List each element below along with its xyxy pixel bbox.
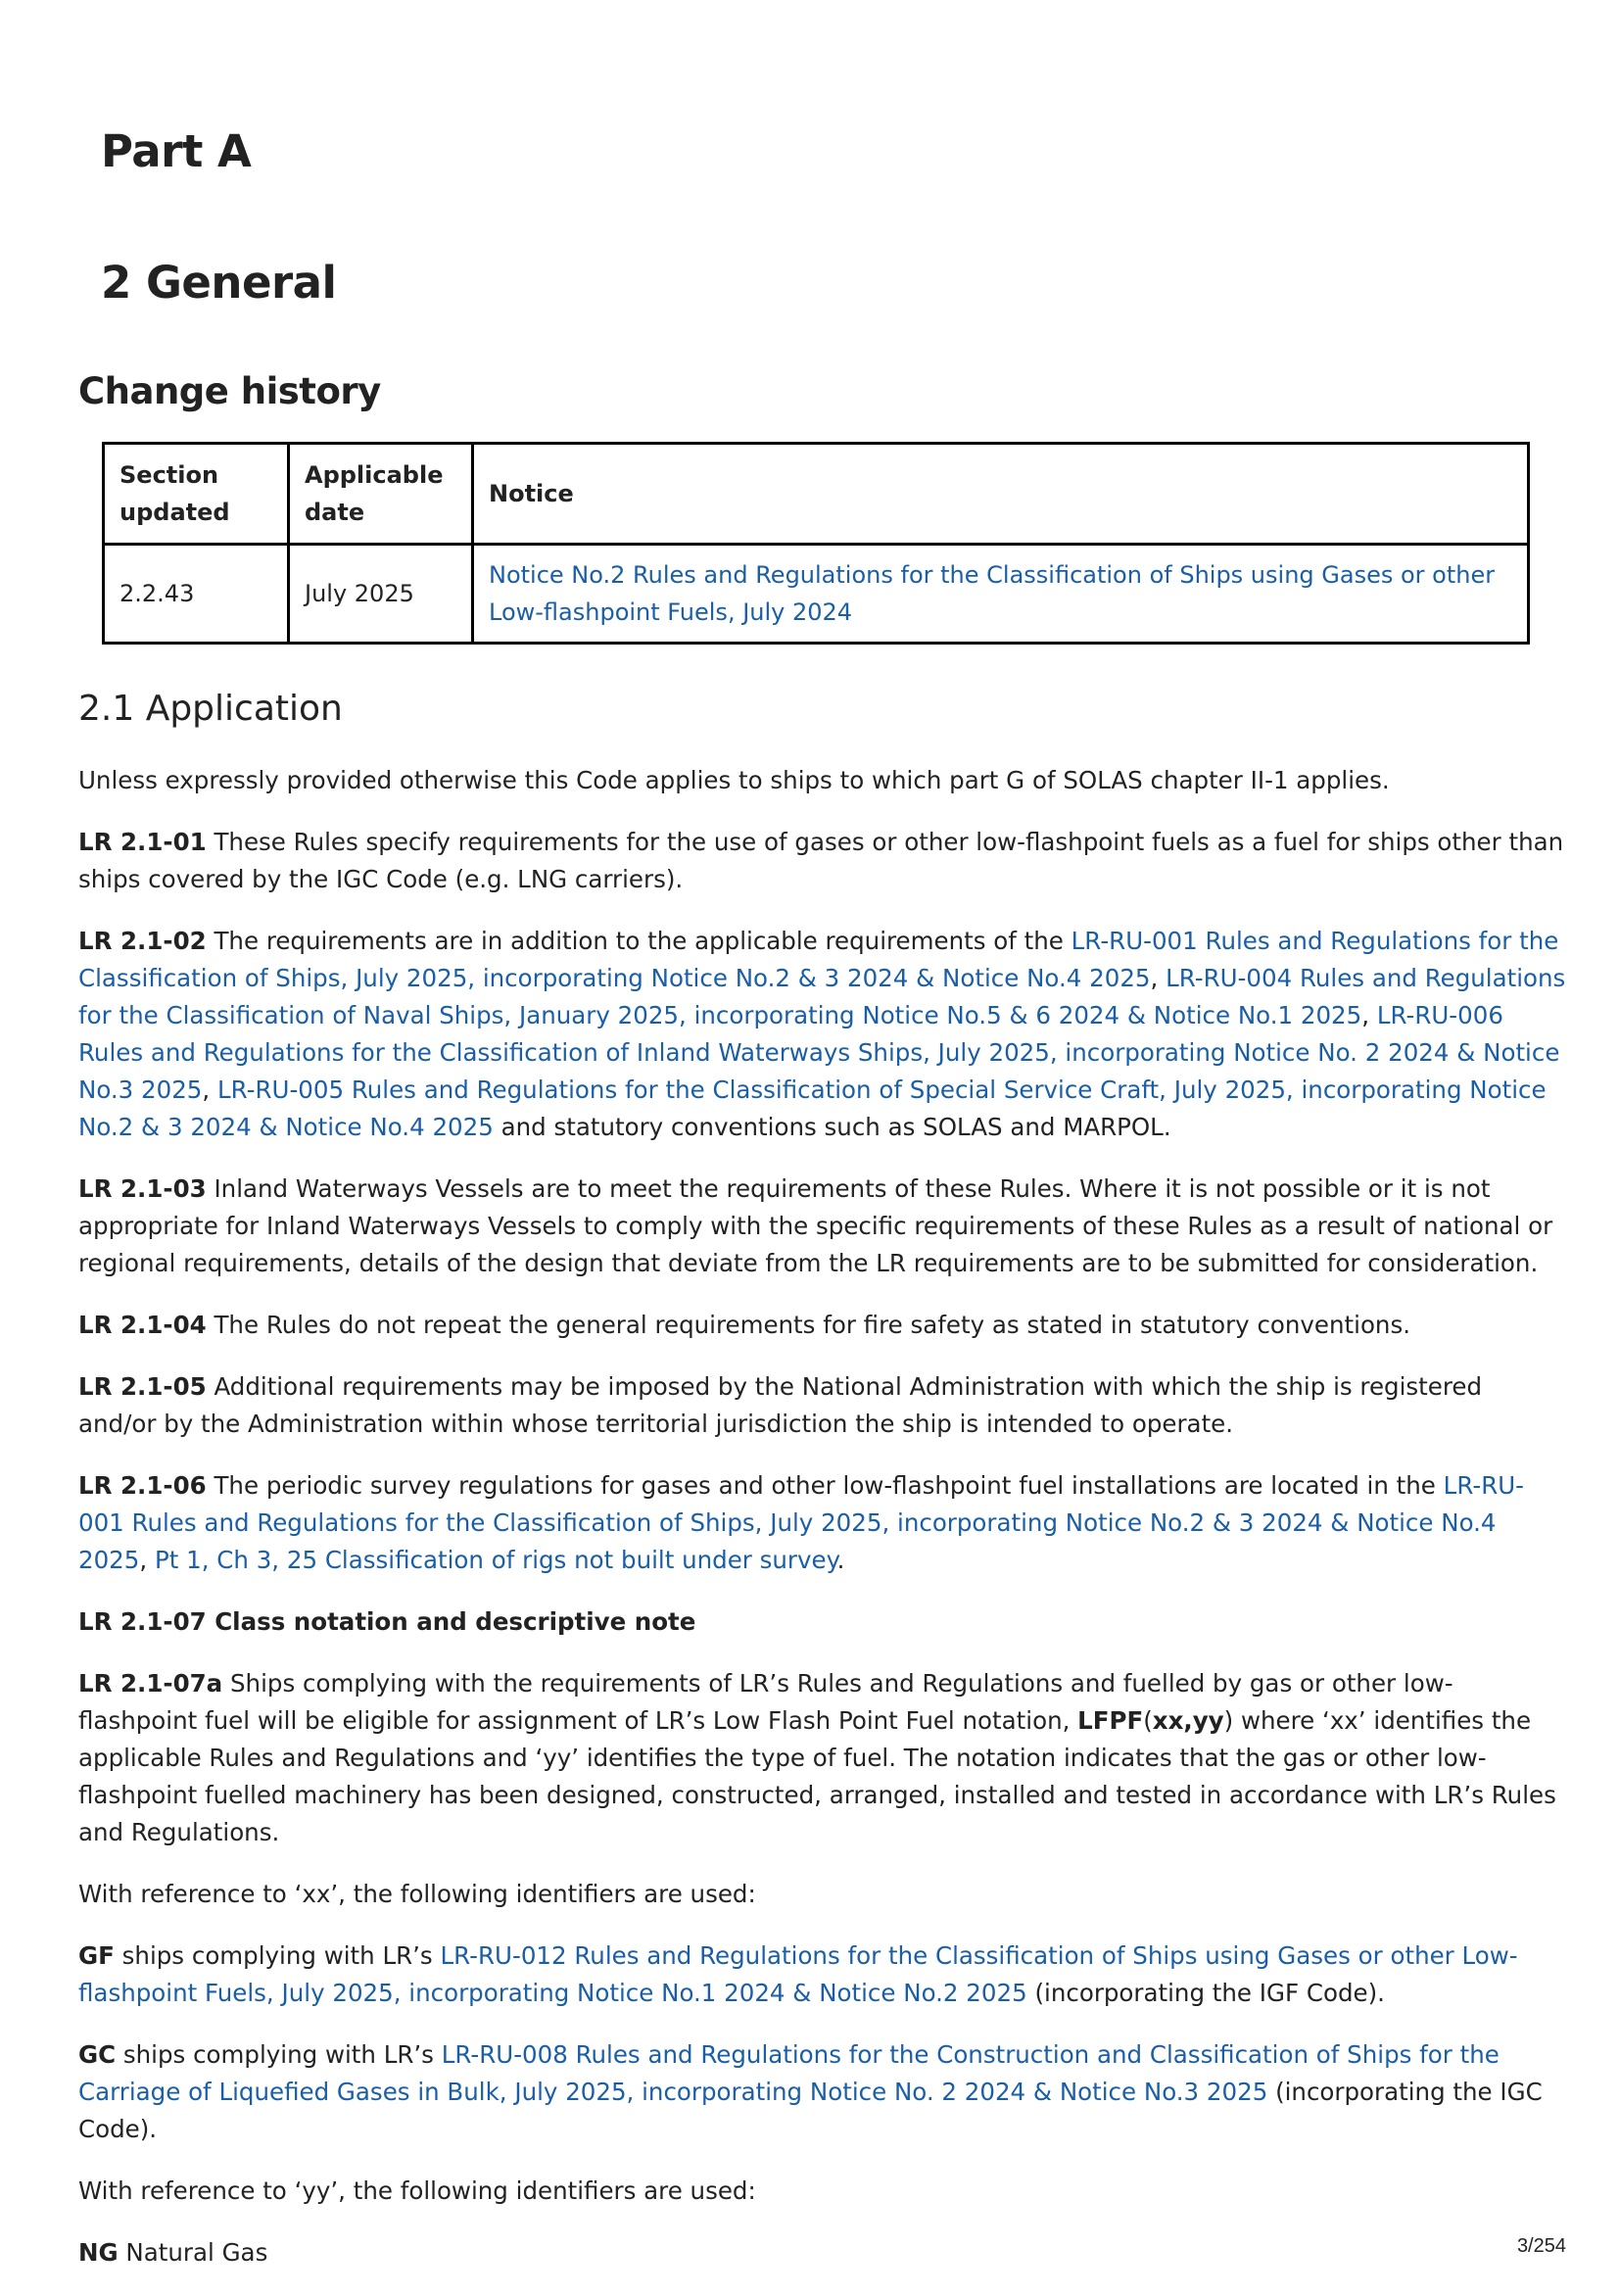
clause-heading: LR 2.1-07 Class notation and descriptive note [78, 1607, 696, 1636]
paragraph-lr-2-1-06 [78, 1467, 1567, 1579]
header-section-updated: Section updated [104, 444, 289, 545]
gc-paragraph [78, 2036, 1567, 2148]
separator: , [202, 1076, 217, 1104]
clause-text: and statutory conventions such as SOLAS and MARPOL. [493, 1113, 1171, 1141]
notation-lfpf: LFPF [1077, 1706, 1144, 1735]
separator: , [1361, 1001, 1377, 1029]
paragraph-lr-2-1-07-heading [78, 1603, 1567, 1641]
yy-intro-paragraph [78, 2173, 1567, 2210]
clause-label: LR 2.1-03 [78, 1174, 207, 1203]
lr-ru-001-link[interactable]: LR-RU-001 Rules and Regulations for the Classification of Ships, July 2025, incorporating Notice No.2 & 3 2024 & Notice No.4 2025 [78, 927, 1559, 992]
notice-link[interactable]: Notice No.2 Rules and Regulations for the Classification of Ships using Gases or other Low-flashpoint Fuels, July 2024 [489, 561, 1496, 626]
clause-text: These Rules specify requirements for the use of gases or other low-flashpoint fuels as a fuel for ships other than ships covered by the IGC Code (e.g. LNG carriers). [78, 828, 1564, 893]
gc-tail: (incorporating the IGC Code). [78, 2078, 1543, 2143]
gf-tail: (incorporating the IGF Code). [1026, 1979, 1385, 2007]
application-heading: 2.1 Application [78, 689, 343, 729]
cell-date: July 2025 [289, 545, 473, 644]
lr-ru-012-link[interactable]: LR-RU-012 Rules and Regulations for the Classification of Ships using Gases or other Low-flashpoint Fuels, July 2025, incorporating Notice No.1 2024 & Notice No.2 2025 [78, 1941, 1518, 2007]
ng-paragraph [78, 2234, 1567, 2272]
section-heading: 2 General [101, 257, 337, 309]
part-heading: Part A [101, 125, 252, 177]
cell-notice [473, 545, 1529, 644]
clause-text: . [836, 1546, 845, 1574]
lr-ru-006-link[interactable]: LR-RU-006 Rules and Regulations for the Classification of Inland Waterways Ships, July 2025, incorporating Notice No. 2 2024 & Notice No.3 2025 [78, 1001, 1560, 1104]
page-number: 3/254 [1516, 2235, 1566, 2257]
clause-text: The requirements are in addition to the applicable requirements of the [206, 927, 1071, 955]
intro-paragraph [78, 762, 1567, 799]
separator: , [1150, 964, 1167, 992]
ng-label: NG [78, 2238, 119, 2267]
document-body [78, 762, 1567, 2296]
notation-args: xx,yy [1152, 1706, 1224, 1735]
clause-label: LR 2.1-05 [78, 1372, 207, 1401]
notation-paren: ( [1143, 1706, 1153, 1735]
clause-label: LR 2.1-02 [78, 927, 207, 955]
lr-ru-001-survey-link[interactable]: LR-RU-001 Rules and Regulations for the Classification of Ships, July 2025, incorporating Notice No.2 & 3 2024 & Notice No.4 2025 [78, 1471, 1524, 1574]
clause-text: Ships complying with the requirements of LR’s Rules and Regulations and fuelled by gas or other low-flashpoint fuel will be eligible for assignment of LR’s Low Flash Point Fuel notation, [78, 1669, 1453, 1735]
paragraph-lr-2-1-04 [78, 1307, 1567, 1344]
xx-intro-paragraph [78, 1876, 1567, 1913]
clause-label: LR 2.1-01 [78, 828, 207, 856]
change-history-table [102, 442, 1530, 645]
table-row [104, 545, 1529, 644]
lr-ru-008-link[interactable]: LR-RU-008 Rules and Regulations for the Construction and Classification of Ships for the Carriage of Liquefied Gases in Bulk, July 2025, incorporating Notice No. 2 2024 & Notice No.3 2025 [78, 2040, 1500, 2106]
header-notice: Notice [473, 444, 1529, 545]
clause-text: Additional requirements may be imposed by the National Administration with which the ship is registered and/or by the Administration within whose territorial jurisdiction the ship is intended to operate. [78, 1372, 1482, 1438]
gf-paragraph [78, 1937, 1567, 2012]
intro-text: Unless expressly provided otherwise this Code applies to ships to which part G of SOLAS chapter II-1 applies. [78, 766, 1390, 794]
gc-text: ships complying with LR’s [116, 2040, 442, 2069]
pt1-ch3-25-link[interactable]: Pt 1, Ch 3, 25 Classification of rigs not built under survey [154, 1546, 837, 1574]
gf-label: GF [78, 1941, 115, 1970]
clause-label: LR 2.1-06 [78, 1471, 207, 1500]
ng-text: Natural Gas [118, 2238, 268, 2267]
yy-intro-text: With reference to ‘yy’, the following identifiers are used: [78, 2176, 756, 2205]
table-header-row [104, 444, 1529, 545]
clause-label: LR 2.1-04 [78, 1311, 207, 1339]
separator: , [139, 1546, 155, 1574]
cell-section: 2.2.43 [104, 545, 289, 644]
lr-ru-005-link[interactable]: LR-RU-005 Rules and Regulations for the Classification of Special Service Craft, July 2025, incorporating Notice No.2 & 3 2024 & Notice No.4 2025 [78, 1076, 1547, 1141]
clause-label: LR 2.1-07a [78, 1669, 223, 1698]
clause-text: The Rules do not repeat the general requirements for fire safety as stated in statutory conventions. [206, 1311, 1411, 1339]
gc-label: GC [78, 2040, 117, 2069]
clause-text: The periodic survey regulations for gases and other low-flashpoint fuel installations are located in the [206, 1471, 1444, 1500]
paragraph-lr-2-1-02 [78, 923, 1567, 1146]
change-history-heading: Change history [78, 370, 381, 412]
paragraph-lr-2-1-05 [78, 1368, 1567, 1443]
paragraph-lr-2-1-01 [78, 824, 1567, 898]
paragraph-lr-2-1-03 [78, 1171, 1567, 1282]
paragraph-lr-2-1-07a [78, 1665, 1567, 1851]
xx-intro-text: With reference to ‘xx’, the following identifiers are used: [78, 1880, 756, 1908]
notation-paren: ) [1223, 1706, 1234, 1735]
header-applicable-date: Applicable date [289, 444, 473, 545]
clause-text: Inland Waterways Vessels are to meet the requirements of these Rules. Where it is not possible or it is not appropriate for Inland Waterways Vessels to comply with the specific requirements of these Rules as a result of national or regional requirements, details of the design that deviate from the LR requirements are to be submitted for consideration. [78, 1174, 1553, 1277]
lr-ru-004-link[interactable]: LR-RU-004 Rules and Regulations for the Classification of Naval Ships, January 2025, incorporating Notice No.5 & 6 2024 & Notice No.1 2025 [78, 964, 1566, 1029]
clause-text: where ‘xx’ identifies the applicable Rules and Regulations and ‘yy’ identifies the type of fuel. The notation indicates that the gas or other low-flashpoint fuelled machinery has been designed, constructed, arranged, installed and tested in accordance with LR’s Rules and Regulations. [78, 1706, 1556, 1846]
gf-text: ships complying with LR’s [114, 1941, 441, 1970]
